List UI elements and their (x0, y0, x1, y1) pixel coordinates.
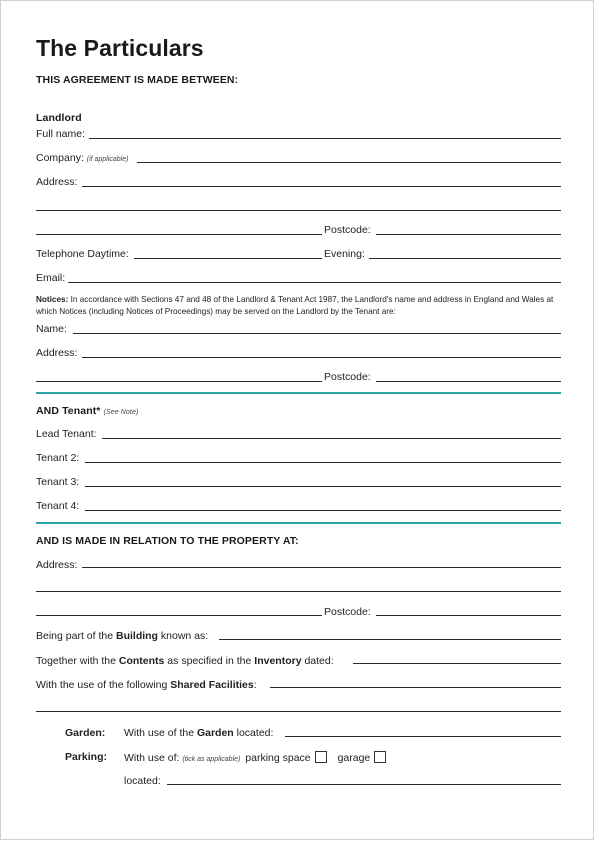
section-divider (36, 522, 561, 524)
address-field-line3[interactable] (36, 234, 322, 235)
tenant3-field[interactable] (85, 486, 561, 487)
notice-postcode-field[interactable] (376, 381, 561, 382)
property-postcode-field[interactable] (376, 615, 561, 616)
parking-location-field[interactable] (167, 784, 561, 785)
email-field[interactable] (68, 282, 561, 283)
property-postcode-label: Postcode: (324, 606, 371, 618)
tenant2-label: Tenant 2: (36, 452, 80, 464)
garage-label: garage (337, 752, 371, 764)
notices-text: In accordance with Sections 47 and 48 of the Landlord & Tenant Act 1987, the Landlord's name and address in England and Wales at which Notices (including Notices of Proceedings) may be served on the Landlord by the Tenant are: (36, 295, 554, 316)
tenant2-field[interactable] (85, 462, 561, 463)
parking-space-label: parking space (245, 752, 311, 764)
company-label: Company: (if applicable) (36, 152, 129, 164)
notices-paragraph (36, 294, 561, 317)
tenant-note: (See Note) (103, 409, 139, 416)
notice-name-label: Name: (36, 323, 67, 335)
notice-name-field[interactable] (73, 333, 561, 334)
section-divider (36, 392, 561, 394)
full-name-field[interactable] (89, 138, 561, 139)
shared-facilities-field-line2[interactable] (36, 711, 561, 712)
property-heading: AND IS MADE IN RELATION TO THE PROPERTY AT: (36, 535, 299, 547)
address-field-line1[interactable] (82, 186, 561, 187)
contents-label: Together with the Contents as specified in the Inventory dated: (36, 655, 334, 667)
property-address-field-line2[interactable] (36, 591, 561, 592)
lead-tenant-field[interactable] (102, 438, 561, 439)
property-address-label: Address: (36, 559, 78, 571)
parking-space-checkbox[interactable] (315, 751, 327, 763)
parking-note: (tick as applicable) (182, 756, 241, 763)
parking-with-use-text: With use of: (124, 752, 180, 764)
page-title: The Particulars (36, 35, 204, 61)
building-label: Being part of the Building known as: (36, 630, 209, 642)
telephone-daytime-label: Telephone Daytime: (36, 248, 129, 260)
garage-checkbox[interactable] (374, 751, 386, 763)
email-label: Email: (36, 272, 66, 284)
postcode-field[interactable] (376, 234, 561, 235)
notice-address-field[interactable] (82, 357, 561, 358)
parking-label: Parking: (65, 751, 108, 763)
telephone-daytime-field[interactable] (134, 258, 322, 259)
garden-location-field[interactable] (285, 736, 561, 737)
full-name-label: Full name: (36, 128, 86, 140)
garden-label: Garden: (65, 727, 106, 739)
notices-label: Notices: (36, 295, 69, 304)
notice-postcode-label: Postcode: (324, 371, 371, 383)
inventory-date-field[interactable] (353, 663, 561, 664)
property-address-field[interactable] (82, 567, 561, 568)
landlord-heading: Landlord (36, 112, 82, 124)
address-label: Address: (36, 176, 78, 188)
tenant-heading: AND Tenant* (See Note) (36, 405, 139, 417)
garden-text: With use of the Garden located: (124, 727, 274, 739)
postcode-label: Postcode: (324, 224, 371, 236)
building-field[interactable] (219, 639, 561, 640)
tenant4-label: Tenant 4: (36, 500, 80, 512)
notice-address-label: Address: (36, 347, 78, 359)
address-field-line2[interactable] (36, 210, 561, 211)
evening-field[interactable] (369, 258, 561, 259)
lead-tenant-label: Lead Tenant: (36, 428, 97, 440)
property-address-field-line3[interactable] (36, 615, 322, 616)
intro-heading: THIS AGREEMENT IS MADE BETWEEN: (36, 74, 239, 86)
parking-options (124, 751, 386, 764)
company-field[interactable] (137, 162, 561, 163)
shared-facilities-label: With the use of the following Shared Facilities: (36, 679, 257, 691)
company-note: (if applicable) (86, 156, 129, 163)
tenant3-label: Tenant 3: (36, 476, 80, 488)
notice-address-field-line2[interactable] (36, 381, 322, 382)
evening-label: Evening: (324, 248, 365, 260)
shared-facilities-field[interactable] (270, 687, 561, 688)
parking-located-label: located: (124, 775, 161, 787)
tenant4-field[interactable] (85, 510, 561, 511)
